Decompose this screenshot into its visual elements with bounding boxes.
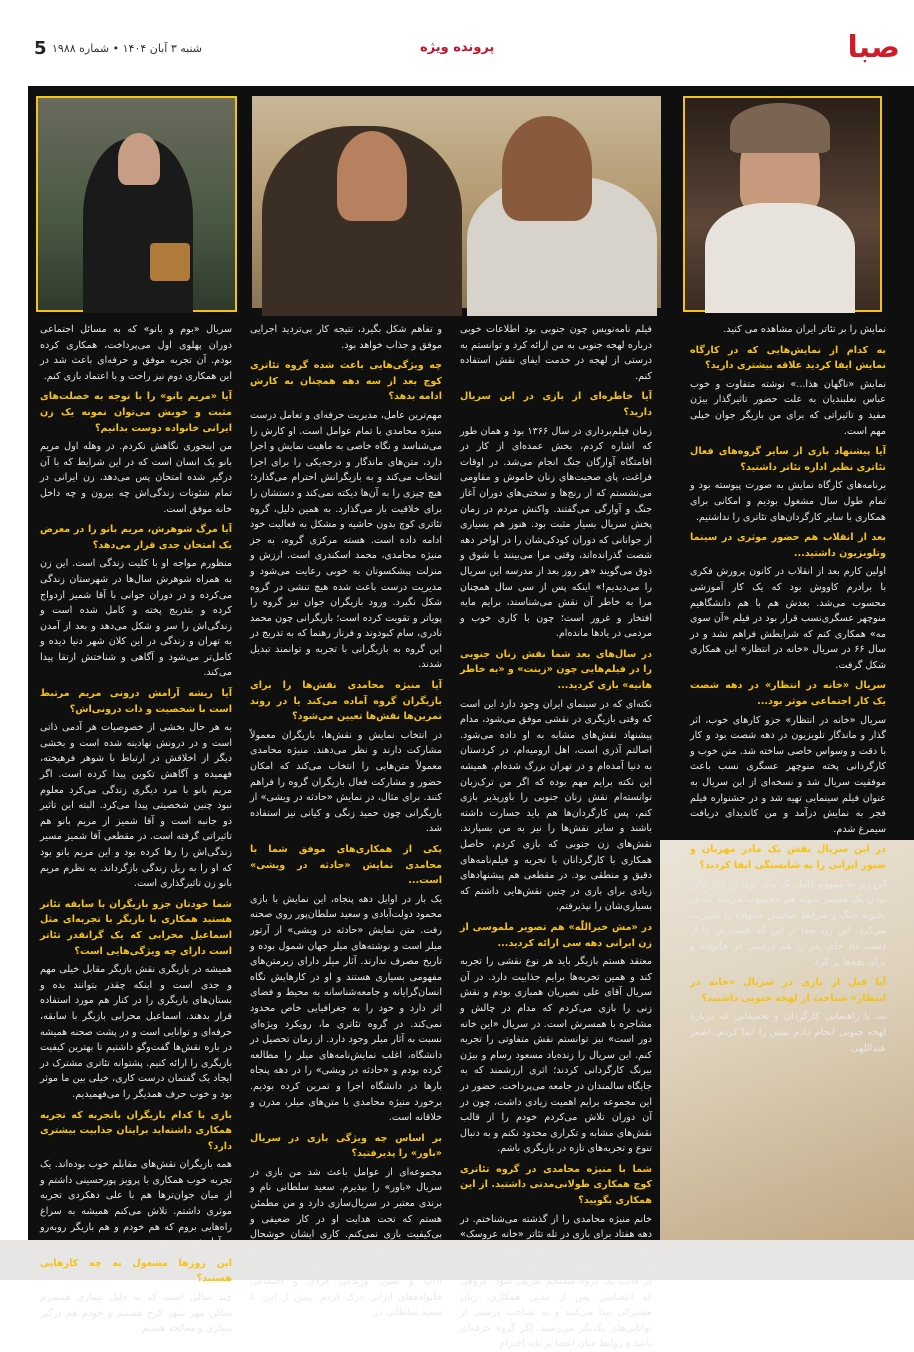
- interview-answer: سریال «خانه در انتظار» جزو کارهای خوب، اثر گذار و ماندگار تلویزیون در دهه شصت بود و کار با دقت و وسواس خاصی ساخته شد. متن خوب و کارگردانی پخته منوچهر عسگری نسب باعث موفقیت سریال شد و نسخه‌ای از این سریال به عنوان فیلم سینمایی تهیه شد و در جشنواره فیلم فجر به نمایش درآمد و من کاندیدای دریافت سیمرغ شدم.: [690, 714, 886, 835]
- magazine-logo: صبا: [847, 30, 900, 65]
- interview-question: در این سریال نقش یک مادر مهربان و صبور ایرانی را به شایستگی ایفا کردید؟: [690, 844, 886, 871]
- white-shawl-shape: [705, 203, 855, 313]
- interview-answer: خانم منیژه محامدی را از گذشته می‌شناختم. در دهه هفتاد برای بازی در تله تئاتر «خانه عروسک» از من دعوت به همکاری کردند و این همکاری تا امروز ادامه دارد. به باور من، اجرای نمایش باید در قالب یک گروه منسجم تعریف شود؛ گروهی که اعضایش پس از مدتی همکاری، زبان مشترکی پیدا می‌کنند و به شناخت درستی از توانایی‌های یکدیگر می‌رسند. اگر گروه حرفه‌ای باشد و روابط میان اعضا بر پایه احترام: [460, 1213, 652, 1350]
- interview-question: سریال «خانه در انتظار» در دهه شصت یک کار اجتماعی موثر بود...: [690, 680, 886, 708]
- interview-answer: به هر حال بخشی از خصوصیات هر آدمی ذاتی است و در درونش نهادینه شده است و بخشی دیگر از اخلاقش در ارتباط با شوهر فرهیخته، فهمیده و آگاهش تکوین پیدا کرده است. اگر مریم بانو با مرد دیگری زندگی می‌کرد معلوم نبود چنین شخصیتی پیدا می‌کرد. البته این تاثیر دو جانبه است و آقا شمیز از مریم بانو هم تاثیراتی گرفته است. در مقطعی آقا شمیز مسیر زندگی‌اش را رها کرده بود و این مریم بانو بود که او را به ریل زندگی بازگرداند. به نظرم مریم بانو زن تاثیرگذاری است.: [40, 722, 232, 890]
- interview-answer: اولین کارم بعد از انقلاب در کانون پرورش فکری با برادرم کاووش بود که یک کار آموزشی محسوب می‌شد. بعدش هم با هم دانشگاهیم منوچهر عسگری‌نسب قرار بود در فیلم «آن سوی مه» همکاری کنم که شرایطش فراهم نشد و در سال ۶۶ در سریال «خانه در انتظار» این همکاری شکل گرفت.: [690, 566, 886, 671]
- interview-answer: و تفاهم شکل بگیرد، نتیجه کار بی‌تردید اجرایی موفق و جذاب خواهد بود.: [250, 324, 442, 351]
- interview-question: بعد از انقلاب هم حضور موثری در سینما وتلویزیون داشتید...: [690, 532, 886, 559]
- text-column-2: [460, 322, 652, 1350]
- interview-question: آیا «مریم بانو» را با توجه به خصلت‌های مثبت و خوبش می‌توان نمونه یک زن ایرانی خانواده دوست بدانیم؟: [40, 391, 232, 434]
- interview-question: چه ویژگی‌هایی باعث شده گروه تئاتری کوچ بعد از سه دهه همچنان به کارش ادامه بدهد؟: [250, 360, 442, 403]
- interview-answer: نمایش «ناگهان هذا...» نوشته متفاوت و خوب عباس نعلبندیان به علت حضور تاثیرگذار بیژن مفید و تاثیراتی که برای من بازیگر جوان خیلی مهم است.: [690, 378, 886, 437]
- interview-answer: همه بازیگران نقش‌های مقابلم خوب بوده‌اند. یک تجربه خوب همکاری با پرویز پورحسینی داشتم و از میان جوان‌ترها هم با علی دهکردی تجربه موثری داشتم. تلاش می‌کنم همیشه به سراغ راه‌هایی بروم که هم خودم و هم بازیگر روبه‌رو به آرامش برسیم.: [40, 1159, 232, 1249]
- page-header: [0, 0, 914, 86]
- interview-answer: نکته‌ای که در سینمای ایران وجود دارد این است که وقتی بازیگری در نقشی موفق می‌شود، مدام پیشنهاد نقش‌های مشابه به او داده می‌شود. اصالتم آذری است، اهل ارومیه‌ام، در کردستان به دنیا آمده‌ام و در تهران بزرگ شده‌ام. همیشه این نکته برایم مهم بوده که اگر من ترک‌زبان توانسته‌ام نقش زنان جنوبی را باورپذیر بازی کنم، پس کارگردان‌ها هم باید جسارت داشته باشند و سایر نقش‌ها را نیز به من بسپارند. نقش‌های زن جنوبی که بازی کردم، حاصل همکاری با کارگردانان با تجربه و فیلم‌نامه‌های دقیق و منطقی بود. در مقطعی هم پیشنهادهای زیادی برای بازی در چنین نقش‌هایی داشتم که بسیاری‌شان را نپذیرفتم.: [460, 698, 652, 913]
- photo-actress-award: [36, 96, 237, 312]
- interview-answer: معتقد هستم بازیگر باید هر نوع نقشی را تجربه کند و همین تجربه‌ها برایم جذابیت دارد. در آن سریال آقای علی نصیریان همبازی بودم و نقش زنی را بازی می‌کردم که مدام در چالش و مشاجره با همسرش است. در سریال «این خانه دور است» نیز توانستم نقش متفاوتی را تجربه کنم. این سریال را زنده‌یاد مسعود رسام و بیژن بیرنگ کارگردانی کردند؛ اثری ارزشمند که به جایگاه سالمندان در جامعه می‌پرداخت. حضور در این مجموعه برایم اهمیت زیادی داشت، چون در آن دوران تلاش می‌کردم خودم را از قالب نقش‌های مشابه و تکراری محدود نکنم و به دنبال تنوع و تجربه‌های تازه در بازیگری باشم.: [460, 956, 652, 1155]
- interview-question: آیا پیشنهاد بازی از سایر گروه‌های فعال تئاتری نظیر اداره تئاتر داشتید؟: [690, 446, 886, 473]
- interview-answer: مهم‌ترین عامل، مدیریت حرفه‌ای و تعامل درست منیژه محامدی با تمام عوامل است. او کارش را می‌شناسد و نگاه خاصی به ماهیت نمایش و اجرا دارد، متن‌های ماندگار و درجه‌یکی را برای اجرا انتخاب می‌کند و به بازیگرانش احترام می‌گذارد؛ هیچ چیزی را به آن‌ها دیکته نمی‌کند و دستشان را برای خلاقیت باز می‌گذارد. به همین دلیل، گروه تئاتری کوچ بدون حاشیه و مشکل به فعالیت خود ادامه داده است. هسته مرکزی گروه، به جز منیژه محامدی، محمد اسکندری است. ارزش و منزلت پیشکسوتان به خوبی رعایت می‌شود و مدیریت درست باعث شده هیچ تنشی در گروه شکل نگیرد. ورود بازیگران جوان نیز گروه را پویاتر و تقویت کرده است؛ بازیگرانی چون محمد نادری، سام کبودوند و فرناز رهنما که به تدریج در این گروه به بازیگرانی با تجربه و توانمند تبدیل شدند.: [250, 409, 442, 671]
- interview-answer: در انتخاب نمایش و نقش‌ها، بازیگران معمولاً مشارکت دارند و نظر می‌دهند. منیژه محامدی معمولاً متن‌هایی را انتخاب می‌کند که امکان حضور و مشارکت فعال بازیگران گروه را فراهم کنند. برای مثال، در نمایش «حادثه در ویشی» از بازیگرانی چون حمید زنگی و کیانی نیز استفاده شد.: [250, 729, 442, 835]
- interview-answer: این زن نه مفهوم کامل یک مادر بود. در کنار مادر بودن یک همسر نمونه هم محسوب می‌شد که در بحبوبه جنگ و شرایط سختش خانواده را مدیریت می‌کرد. این زن بعدا از این که همسرش را از دست داد جای پدر را هم درستی در خانواده و برای بچه‌ها پر کرد.: [690, 878, 886, 968]
- trophy-shape: [150, 243, 190, 281]
- text-column-4: [40, 322, 232, 1335]
- interview-answer: چند سالی است که به دلیل بیماری همسرم ساکن مهر شهر کرج هستیم و خودم هم درگیر بیماری و معالجه هستم.: [40, 1292, 232, 1335]
- text-column-1: [690, 322, 886, 1232]
- interview-answer: همیشه در بازیگری نقش بازیگر مقابل خیلی مهم و جدی است و اینکه چقدر بتوانند بده و بستان‌های بازیگری را در کنار هم مورد استفاده قرار بدهند. اسماعیل محرابی بازیگر با سابقه، حرفه‌ای و توانایی است و در پشت صحنه همیشه در باره نقش‌ها گفت‌وگو داشتیم تا بهترین کیفیت بازیگری را ارائه کنیم. پشتوانه تئاتری مشترک در ایجاد یک گفتمان درست کاری، خیلی بین ما موثر بود و خوب حرف همدیگر را می‌فهمیدیم.: [40, 964, 232, 1100]
- interview-answer: سریال «بوم و بانو» که به مسائل اجتماعی دوران پهلوی اول می‌پرداخت، همکاری کرده بودم. آن تجربه موفق و حرفه‌ای باعث شد در این همکاری دوم نیز راحت و با اعتماد بازی کنم.: [40, 324, 232, 382]
- interview-answer: برنامه‌های کارگاه نمایش به صورت پیوسته بود و تمام طول سال مشغول بودیم و امکانی برای همکاری با سایر کارگردان‌های تئاتری را نداشتیم.: [690, 480, 886, 523]
- interview-question: آیا قبل از بازی در سریال «خانه در انتظار» شناخت از لهجه جنوبی داشتید؟: [690, 977, 886, 1004]
- interview-answer: فیلم نامه‌نویس چون جنوبی بود اطلاعات خوبی درباره لهجه جنوبی به من ارائه کرد و توانستم به درستی از لهجه در خدمت ایفای نقش استفاده کنم.: [460, 324, 652, 382]
- issue-date: شنبه ۳ آبان ۱۴۰۴ • شماره ۱۹۸۸: [52, 42, 202, 55]
- interview-question: آیا منیژه محامدی نقش‌ها را برای بازیگران گروه آماده می‌کند یا در روند تمرین‌ها نقش‌ها تعیین می‌شود؟: [250, 680, 442, 723]
- interview-question: این روزها مشغول به چه کارهایی هستید؟: [40, 1257, 232, 1285]
- photo-actress-stage: [683, 96, 882, 312]
- interview-answer: زمان فیلم‌برداری در سال ۱۳۶۶ بود و همان طور که اشاره کردم، بخش عمده‌ای از کار در اقامتگاه آوارگان جنگ انجام می‌شد. در اوقات فراغت، پای صحبت‌های زنان خاموش و مقاومی می‌نشستم که از رنج‌ها و سختی‌های دوران آغاز جنگ و آوارگی می‌گفتند. واکنش مردم در زمان پخش سریال بسیار مثبت بود. هنوز هم بسیاری از جوانانی که دوران کودکی‌شان را در اواخر دهه شصت گذرانده‌اند، وقتی مرا می‌بینند با شوق و ذوق می‌گویند «هر روز بعد از مدرسه این سریال را می‌دیدیم!» اینکه پس از سی سال همچنان مرا به خاطر آن نقش می‌شناسند، برایم مایه افتخار و غرور است؛ چون با کاری خوب و مردمی در یادها مانده‌ام.: [460, 425, 652, 640]
- interview-question: شما خودتان جزو بازیگران با سابقه تئاتر هستید همکاری با بازیگر با تجربه‌ای مثل اسماعیل محرابی که یک گرانقدر تئاتر است دارای چه ویژگی‌هایی است؟: [40, 898, 232, 957]
- interview-answer: نمایش را بر تئاتر ایران مشاهده می کنید.: [723, 324, 886, 335]
- interview-question: آیا خاطره‌ای از بازی در این سریال دارید؟: [460, 391, 652, 418]
- mother-face: [337, 131, 407, 221]
- interview-answer: من اینجوری نگاهش نکردم. در وهله اول مریم بانو یک انسان است که در این شرایط که با آن درگیر شده امتحان پس می‌دهد. زن ایرانی در تمام شئونات زندگی‌اش چه بیرون و چه داخل خانه موفق است.: [40, 441, 232, 515]
- section-title: پرونده ویژه: [420, 40, 495, 55]
- interview-question: شما با منیژه محامدی در گروه تئاتری کوچ همکاری طولانی‌مدتی داشتید. از این همکاری بگویید؟: [460, 1163, 652, 1207]
- interview-question: بر اساس چه ویژگی بازی در سریال «باور» را پذیرفتید؟: [250, 1132, 442, 1160]
- interview-question: یکی از همکاری‌های موفق شما با محامدی نمایش «حادثه در ویشی» است...: [250, 844, 442, 887]
- boy-face: [502, 116, 592, 221]
- text-column-3: [250, 322, 442, 1319]
- interview-question: آیا مرگ شوهرش، مریم بانو را در معرض یک امتحان جدی قرار می‌دهد؟: [40, 524, 232, 551]
- interview-question: در سال‌های بعد شما نقش زنان جنوبی را در فیلم‌هایی چون «زینت» و «به خاطر هانیه» بازی کردید...: [460, 648, 652, 692]
- award-face: [118, 133, 160, 185]
- interview-question: به کدام از نمایش‌هایی که در کارگاه نمایش ایفا کردید علاقه بیشتری دارید؟: [690, 344, 886, 372]
- headscarf-shape: [730, 103, 830, 153]
- interview-question: آیا ریشه آرامش درونی مریم مرتبط است با شخصیت و ذات درونی‌اش؟: [40, 688, 232, 715]
- interview-answer: یک بار در اوایل دهه پنجاه، این نمایش با بازی محمود دولت‌آبادی و سعید سلطان‌پور روی صحنه رفت. متن نمایش «حادثه در ویشی» از آرتور میلر است و نوشته‌های میلر جهان شمول بوده و تاریخ مصرف ندارند. آثار میلر دارای زیرمتن‌های مفهومی بسیاری هستند و او در کارهایش نگاه انسان‌گرایانه و جامعه‌شناسانه به محیط و فضای اثر دارد و خود را به جغرافیایی خاص محدود نمی‌کند. در گروه تئاتری ما، رویکرد ویژه‌ای نسبت به آثار میلر وجود دارد. از زمان تحصیل در دانشگاه، اغلب نمایش‌نامه‌های میلر را مطالعه کرده بودم و «حادثه در ویشی» را در دهه پنجاه بارها در دانشگاه اجرا و تمرین کرده بودیم. برخورد منیژه محامدی با متن‌های میلر، مدرن و خلاقانه است.: [250, 893, 442, 1124]
- interview-answer: مجموعه‌ای از عوامل باعث شد من بازی در سریال «باور» را بپذیرم. سعید سلطانی نام و برندی معتبر در سریال‌سازی دارد و من مطمئن هستم که تحت هدایت او در کار ضعیفی و بی‌کیفیت بازی نمی‌کنم. کاری ایشان خوشحال شدم و پس از گفت‌وگوهای اولیه، فیلم‌نامه را مطالعه کردم و ارزش‌هایی آن را در پرداخت به آداب و سنن، وزندگی فردی و اجتماعی خانواده‌های ایرانی درک کردم. پیش از این، با سعید سلطانی در: [250, 1166, 442, 1319]
- page-number: 5: [34, 38, 47, 59]
- interview-question: بازی با کدام بازیگران باتجربه که تجربه همکاری داشته‌اید برایتان جذابیت بیشتری دارد؟: [40, 1109, 232, 1152]
- photo-film-still: [252, 96, 661, 308]
- interview-answer: منظورم مواجه او با کلیت زندگی است. این زن به همراه شوهرش سال‌ها در شهرستان زندگی می‌کرده و در دوران جوانی با آقا شمیز ازدواج کرده و بتدریج پخته و کامل شده است و زندگی‌اش را سر و شکل می‌دهد و بعد از آمدن به تهران و زندگی در این کلان شهر دنیا دیده و کامل‌تر می‌شود و آگاهی و شناختش ارتقا پیدا می‌کند.: [40, 558, 232, 679]
- interview-answer: نه، با راهنمایی کارگردان و تحقیقاتی که درباره لهجه جنوبی انجام دادم نقش را ایفا کردم. اصغر عبداللهی: [690, 1011, 886, 1054]
- interview-question: در «مش خیراللّه» هم تصویر ملموسی از زن ایرانی دهه سی ارائه کردید...: [460, 921, 652, 949]
